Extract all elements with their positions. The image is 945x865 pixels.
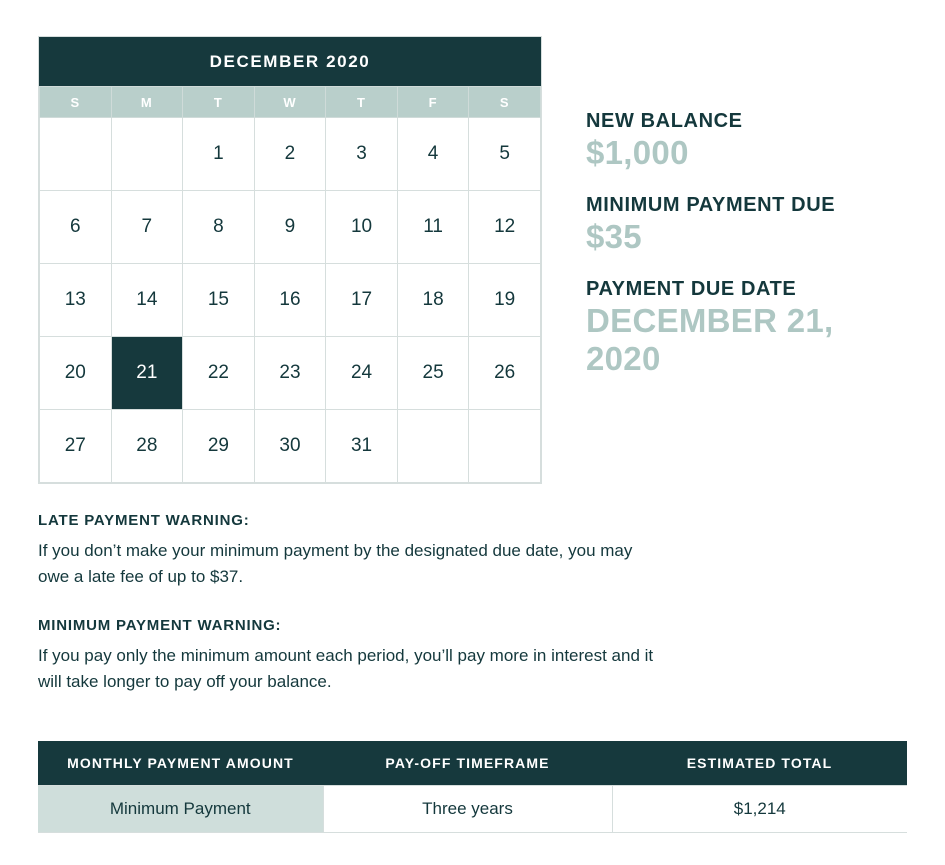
calendar-day-cell[interactable]: 10 — [326, 191, 398, 264]
warnings-section — [38, 512, 658, 695]
calendar-day-cell[interactable]: 13 — [40, 264, 112, 337]
calendar-weekday-thu: T — [326, 87, 398, 118]
minimum-payment-warning-body: If you pay only the minimum amount each period, you’ll pay more in interest and it will take longer to pay off your balance. — [38, 645, 654, 692]
calendar-weekday-tue: T — [183, 87, 255, 118]
minimum-payment-value: $35 — [586, 217, 642, 255]
calendar-day-cell[interactable]: 31 — [326, 410, 398, 483]
calendar-day-cell[interactable]: 25 — [397, 337, 469, 410]
minimum-payment-block — [586, 194, 916, 256]
calendar-title: DECEMBER 2020 — [39, 37, 541, 86]
calendar-weekday-wed: W — [254, 87, 326, 118]
calendar-day-cell[interactable]: 18 — [397, 264, 469, 337]
calendar-day-cell[interactable]: 12 — [469, 191, 541, 264]
calendar — [38, 36, 542, 484]
calendar-weekday-mon: M — [111, 87, 183, 118]
new-balance-value: $1,000 — [586, 134, 689, 171]
payoff-header-estimated-total: ESTIMATED TOTAL — [612, 741, 907, 786]
calendar-day-cell[interactable]: 22 — [183, 337, 255, 410]
payoff-header-timeframe: PAY-OFF TIMEFRAME — [323, 741, 612, 786]
calendar-day-cell[interactable] — [111, 118, 183, 191]
table-row — [38, 786, 907, 833]
calendar-day-cell[interactable]: 8 — [183, 191, 255, 264]
new-balance-block — [586, 110, 916, 172]
calendar-day-cell[interactable]: 29 — [183, 410, 255, 483]
calendar-day-cell[interactable]: 5 — [469, 118, 541, 191]
calendar-weekday-row — [40, 87, 541, 118]
calendar-day-cell[interactable] — [397, 410, 469, 483]
calendar-day-cell[interactable]: 14 — [111, 264, 183, 337]
calendar-day-cell[interactable]: 24 — [326, 337, 398, 410]
calendar-weekday-fri: F — [397, 87, 469, 118]
calendar-day-cell[interactable]: 15 — [183, 264, 255, 337]
account-summary — [586, 110, 916, 378]
calendar-day-cell[interactable]: 2 — [254, 118, 326, 191]
minimum-payment-label: MINIMUM PAYMENT DUE — [586, 193, 836, 216]
calendar-day-cell[interactable]: 7 — [111, 191, 183, 264]
payoff-header-monthly-payment: MONTHLY PAYMENT AMOUNT — [38, 741, 323, 786]
payment-due-date-value: DECEMBER 21, 2020 — [586, 301, 834, 377]
calendar-day-cell[interactable]: 3 — [326, 118, 398, 191]
late-payment-warning — [38, 512, 658, 591]
payoff-header-row — [38, 741, 907, 786]
calendar-day-cell[interactable]: 26 — [469, 337, 541, 410]
calendar-week-row — [40, 118, 541, 191]
late-payment-warning-title: LATE PAYMENT WARNING: — [38, 512, 250, 529]
calendar-day-cell[interactable]: 4 — [397, 118, 469, 191]
calendar-day-cell[interactable]: 19 — [469, 264, 541, 337]
calendar-week-row — [40, 410, 541, 483]
payoff-cell-timeframe: Three years — [323, 786, 612, 833]
payment-due-date-block — [586, 278, 916, 378]
calendar-day-cell[interactable]: 17 — [326, 264, 398, 337]
minimum-payment-warning-title: MINIMUM PAYMENT WARNING: — [38, 616, 282, 634]
calendar-weekday-sun: S — [40, 87, 112, 118]
calendar-week-row — [40, 191, 541, 264]
payment-due-date-label: PAYMENT DUE DATE — [586, 277, 797, 300]
new-balance-label: NEW BALANCE — [586, 110, 743, 132]
calendar-day-cell[interactable]: 30 — [254, 410, 326, 483]
minimum-payment-warning — [38, 617, 658, 696]
calendar-day-cell[interactable]: 27 — [40, 410, 112, 483]
calendar-day-cell[interactable]: 6 — [40, 191, 112, 264]
calendar-day-cell[interactable]: 1 — [183, 118, 255, 191]
calendar-day-cell[interactable]: 9 — [254, 191, 326, 264]
late-payment-warning-body: If you don’t make your minimum payment by the designated due date, you may owe a late fee of up to $37. — [38, 541, 633, 587]
calendar-day-cell[interactable]: 11 — [397, 191, 469, 264]
calendar-day-cell[interactable] — [40, 118, 112, 191]
calendar-weekday-sat: S — [469, 87, 541, 118]
calendar-grid — [39, 86, 541, 483]
payoff-cell-monthly-payment: Minimum Payment — [38, 786, 323, 833]
payoff-cell-estimated-total: $1,214 — [612, 786, 907, 833]
payoff-table — [38, 741, 907, 833]
calendar-week-row — [40, 264, 541, 337]
calendar-day-cell[interactable]: 20 — [40, 337, 112, 410]
calendar-day-cell[interactable]: 28 — [111, 410, 183, 483]
calendar-day-cell[interactable]: 16 — [254, 264, 326, 337]
calendar-day-cell[interactable]: 23 — [254, 337, 326, 410]
calendar-day-cell[interactable] — [469, 410, 541, 483]
calendar-week-row — [40, 337, 541, 410]
calendar-day-cell-due-date[interactable]: 21 — [111, 337, 183, 410]
